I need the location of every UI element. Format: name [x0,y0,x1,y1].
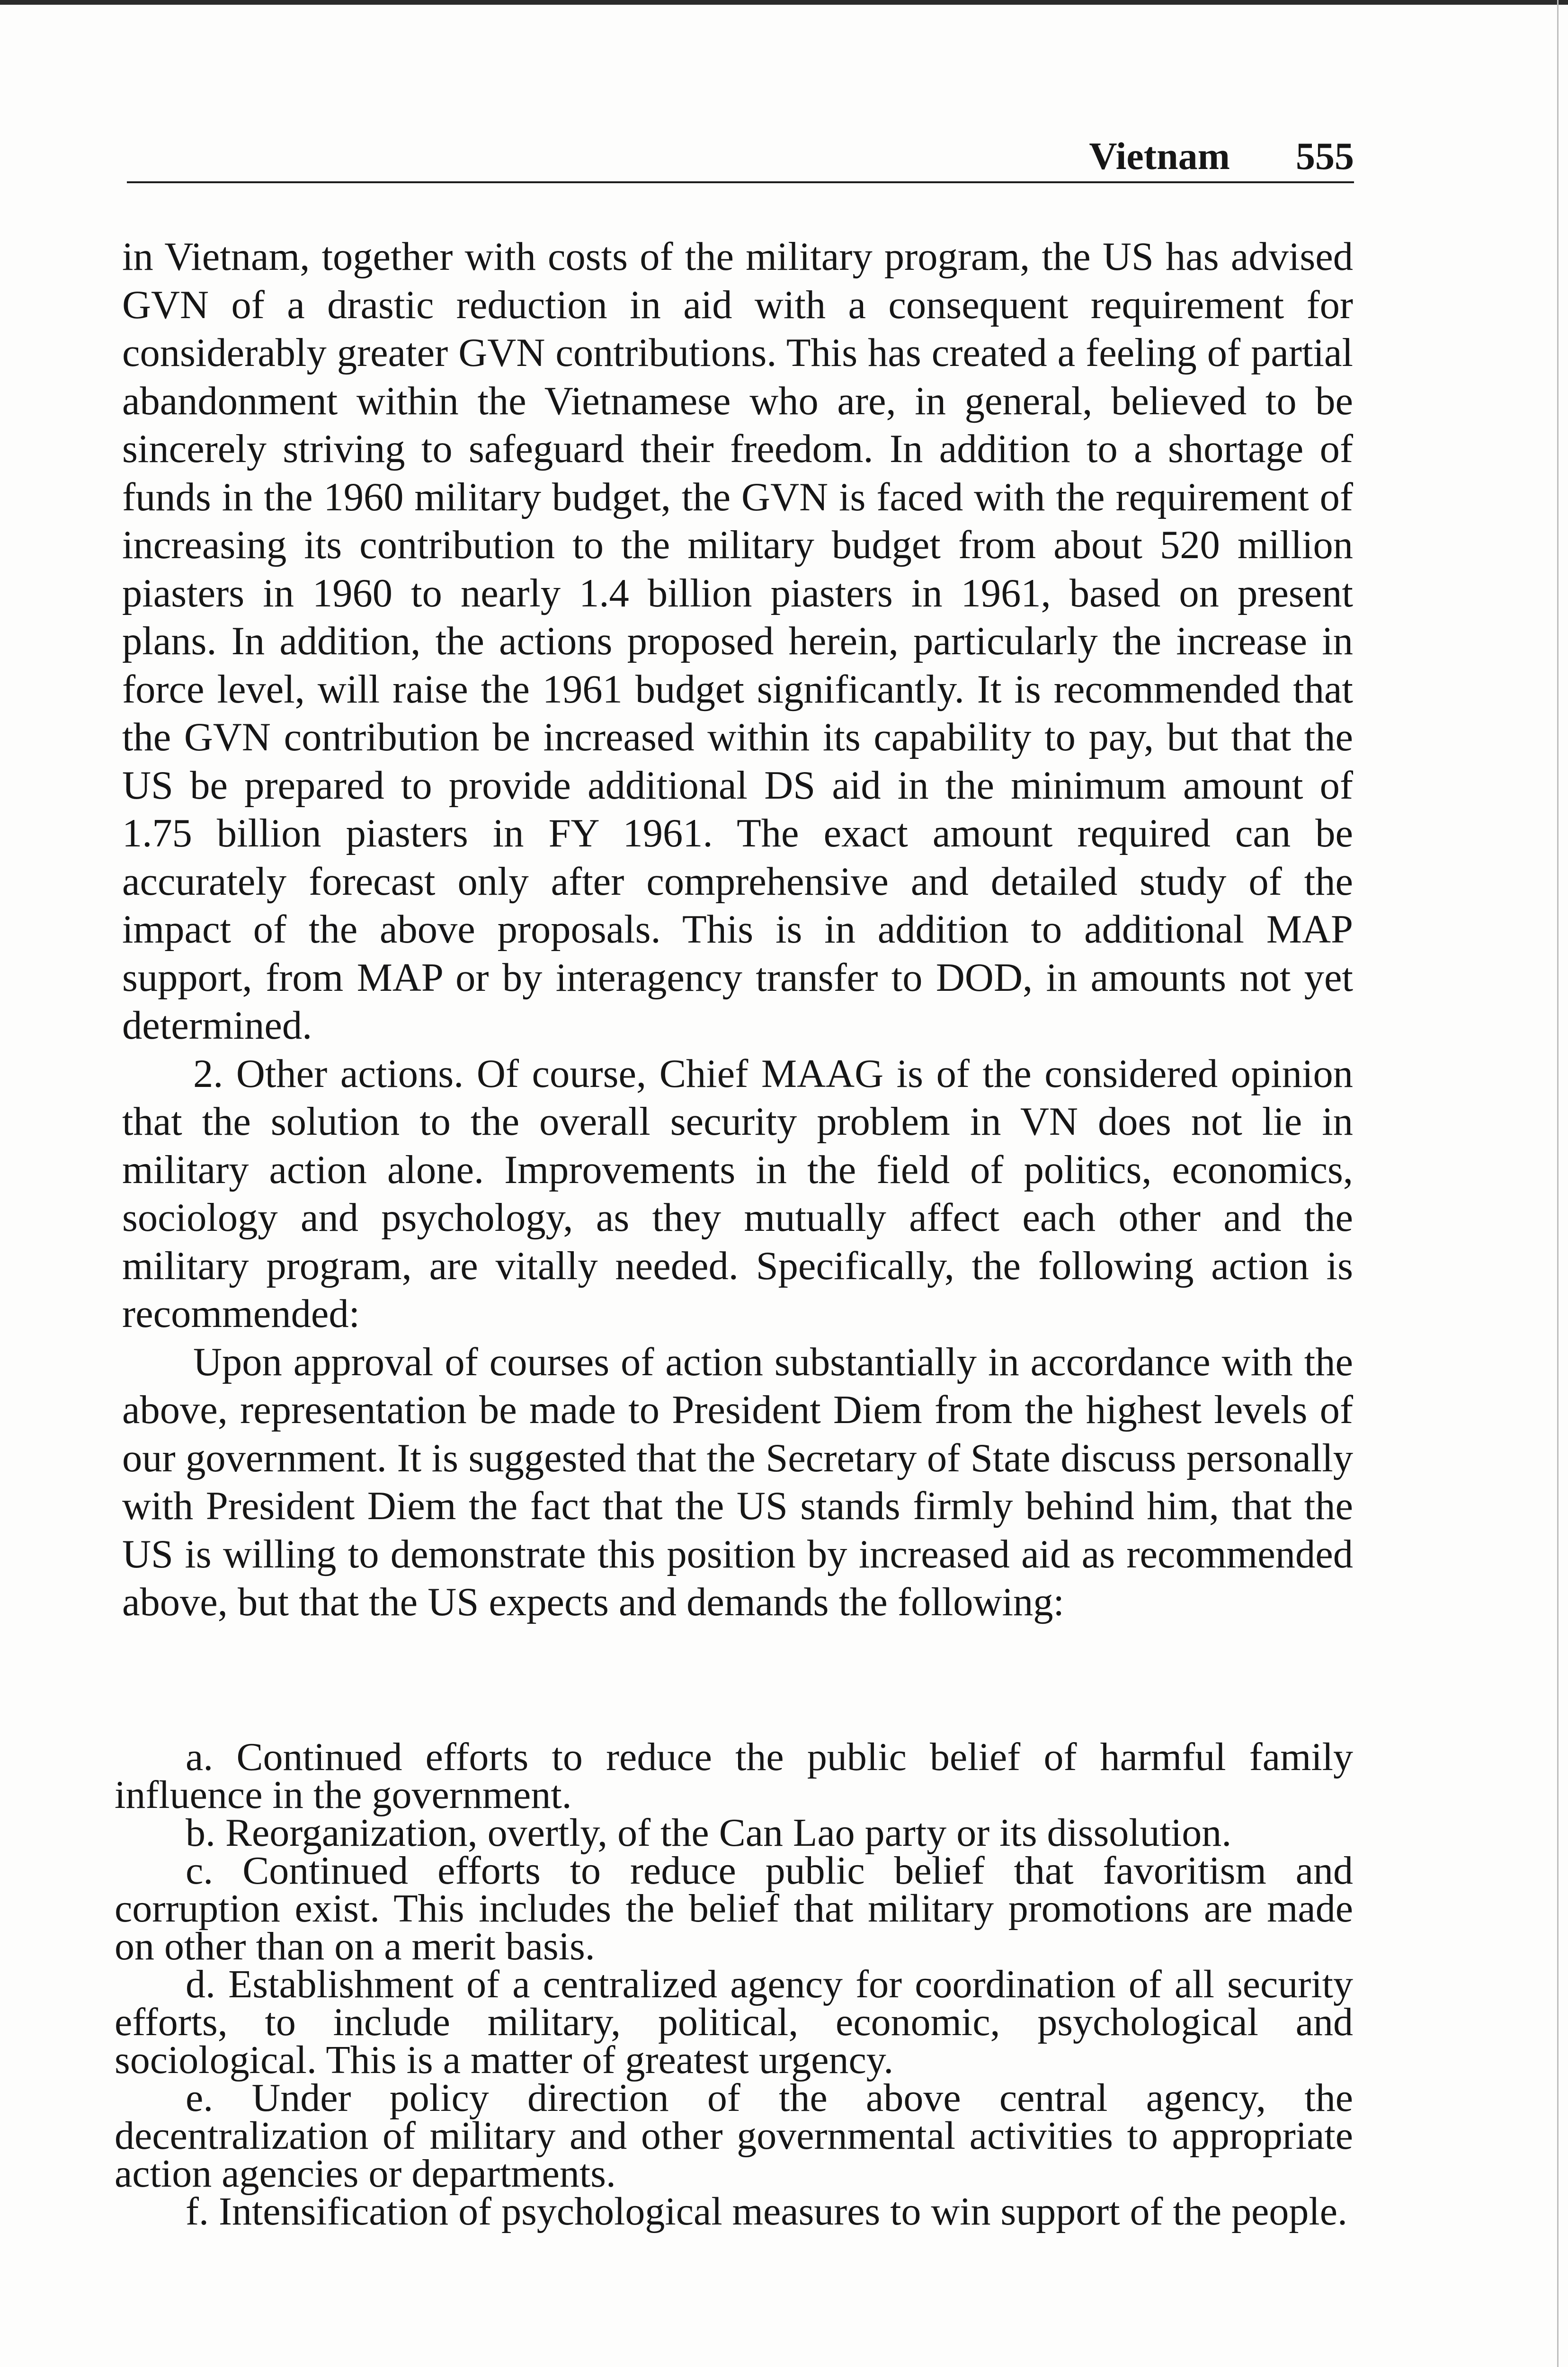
scan-right-edge [1557,0,1559,2367]
body-text [122,233,1353,1627]
list-item-e: e. Under policy direction of the above central agency, the decentralization of military and other governmental activities to appropriate action agencies or departments. [115,2076,1353,2196]
page-number: 555 [1296,134,1354,178]
paragraph-upon-approval: Upon approval of courses of action substantially in accordance with the above, representation be made to President Diem from the highest levels of our government. It is suggested that the Secretary of State discuss personally with President Diem the fact that the US stands firmly behind him, that the US is willing to demonstrate this position by increased aid as recommended above, but that the US expects and demands the following: [122,1340,1353,1624]
running-head [127,127,1354,183]
paragraph-other-actions: 2. Other actions. Of course, Chief MAAG is of the considered opinion that the solution to the overall security problem in VN does not lie in military action alone. Improvements in the field of politics, economics, sociology and psychology, as they mutually affect each other and the military program, are vitally needed. Specifically, the following action is recommended: [122,1051,1353,1336]
list-item-f: f. Intensification of psychological measures to win support of the people. [186,2189,1348,2234]
list-item-a: a. Continued efforts to reduce the public belief of harmful family influence in the government. [115,1735,1353,1817]
paragraph-continued: in Vietnam, together with costs of the military program, the US has advised GVN of a drastic reduction in aid with a consequent requirement for considerably greater GVN contributions. This has created a feeling of partial abandonment within the Vietnamese who are, in general, believed to be sincerely striving to safeguard their freedom. In addition to a shortage of funds in the 1960 military budget, the GVN is faced with the requirement of increasing its contribution to the military budget from about 520 million piasters in 1960 to nearly 1.4 billion piasters in 1961, based on present plans. In addition, the actions proposed herein, particularly the increase in force level, will raise the 1961 budget significantly. It is recommended that the GVN contribution be increased within its capability to pay, but that the US be prepared to provide additional DS aid in the minimum amount of 1.75 billion piasters in FY 1961. The exact amount required can be accurately forecast only after comprehensive and detailed study of the impact of the above proposals. This is in addition to additional MAP support, from MAP or by interagency transfer to DOD, in amounts not yet determined. [122,235,1353,1048]
list-item-c: c. Continued efforts to reduce public belief that favoritism and corruption exist. This includes the belief that military promotions are made on other than on a merit basis. [115,1849,1353,1968]
list-item-d: d. Establishment of a centralized agency for coordination of all security efforts, to include military, political, economic, psychological and sociological. This is a matter of greatest urgency. [115,1962,1353,2082]
list-item-b: b. Reorganization, overtly, of the Can Lao party or its dissolution. [186,1811,1232,1855]
scan-top-edge [0,0,1568,5]
running-head-title: Vietnam [1089,134,1230,178]
demands-list [115,1735,1353,2234]
